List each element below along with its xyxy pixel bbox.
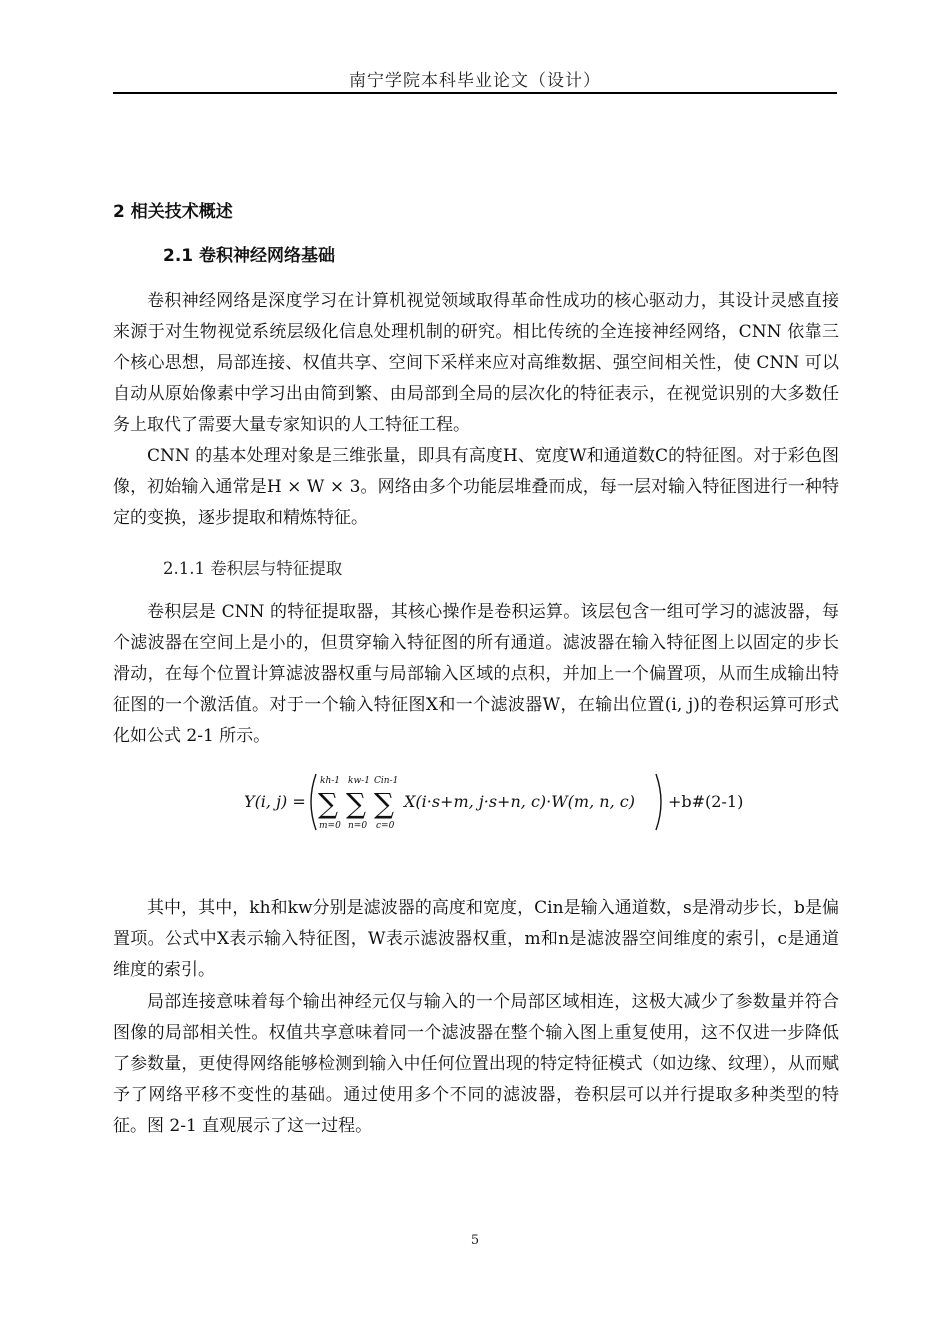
formula-sum3-sigma: ∑ — [374, 787, 394, 820]
formula-sum1-lower: m=0 — [319, 821, 341, 831]
formula-sum2-upper: kw-1 — [348, 776, 370, 786]
formula-body: X(i·s+m, j·s+n, c)·W(m, n, c) — [404, 792, 635, 811]
formula-sum2-sigma: ∑ — [346, 787, 366, 820]
running-header: 南宁学院本科毕业论文（设计） — [349, 71, 601, 91]
formula-right-paren — [656, 774, 661, 830]
chapter-heading: 2 相关技术概述 — [113, 202, 233, 222]
formula-sum3-lower: c=0 — [376, 821, 395, 831]
paragraph-formula-explanation: 其中，其中，kh和kw分别是滤波器的高度和宽度，Cin是输入通道数，s是滑动步长，b是偏置项。公式中X表示输入特征图，W表示滤波器权重，m和n是滤波器空间维度的索引，c是通道维度的索引。 — [113, 898, 839, 980]
paragraph-local-connectivity: 局部连接意味着每个输出神经元仅与输入的一个局部区域相连，这极大减少了参数量并符合图像的局部相关性。权值共享意味着同一个滤波器在整个输入图上重复使用，这不仅进一步降低了参数量，更使得网络能够检测到输入中任何位置出现的特定特征模式（如边缘、纹理），从而赋予了网络平移不变性的基础。通过使用多个不同的滤波器，卷积层可以并行提取多种类型的特征。图 2-1 直观展示了这一过程。 — [113, 992, 839, 1136]
header-rule — [113, 92, 837, 94]
paragraph-cnn-intro: 卷积神经网络是深度学习在计算机视觉领域取得革命性成功的核心驱动力，其设计灵感直接来源于对生物视觉系统层级化信息处理机制的研究。相比传统的全连接神经网络，CNN 依靠三个核心思想，局部连接、权值共享、空间下采样来应对高维数据、强空间相关性，使 CNN 可以自动从原始像素中学习出由简到繁、由局部到全局的层次化的特征表示，在视觉识别的大多数任务上取代了需要大量专家知识的人工特征工程。 — [113, 291, 839, 435]
formula-sum1-upper: kh-1 — [320, 776, 341, 786]
page-number: 5 — [470, 1233, 480, 1248]
formula-2-1 — [244, 770, 764, 834]
paragraph-cnn-tensor: CNN 的基本处理对象是三维张量，即具有高度H、宽度W和通道数C的特征图。对于彩色图像，初始输入通常是H × W × 3。网络由多个功能层堆叠而成，每一层对输入特征图进行一种特定的变换，逐步提取和精炼特征。 — [113, 446, 839, 528]
subsection-heading: 2.1.1 卷积层与特征提取 — [163, 559, 343, 578]
formula-sum1-sigma: ∑ — [318, 787, 338, 820]
formula-sum2-lower: n=0 — [348, 821, 368, 831]
formula-left-paren — [311, 774, 316, 830]
formula-lhs: Y(i, j) = — [244, 792, 306, 811]
formula-sum3-upper: Cin-1 — [374, 776, 399, 786]
paragraph-conv-layer: 卷积层是 CNN 的特征提取器，其核心操作是卷积运算。该层包含一组可学习的滤波器，每个滤波器在空间上是小的，但贯穿输入特征图的所有通道。滤波器在输入特征图上以固定的步长滑动，在每个位置计算滤波器权重与局部输入区域的点积，并加上一个偏置项，从而生成输出特征图的一个激活值。对于一个输入特征图X和一个滤波器W，在输出位置(i, j)的卷积运算可形式化如公式 2-1 所示。 — [113, 602, 839, 746]
formula-tail: +b#(2-1) — [668, 792, 744, 811]
section-heading: 2.1 卷积神经网络基础 — [163, 246, 336, 266]
